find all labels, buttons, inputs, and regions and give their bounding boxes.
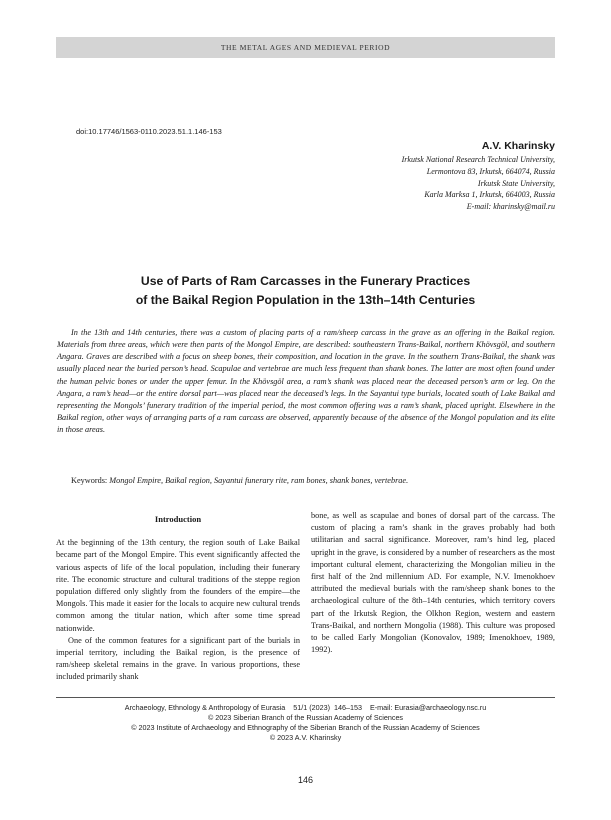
body-column-left [56, 510, 300, 684]
footer-journal-line: Archaeology, Ethnology & Anthropology of Eurasia 51/1 (2023) 146–153 E-mail: Eurasia@archaeology.nsc.ru [124, 703, 487, 712]
footer-copyright-line: © 2023 Siberian Branch of the Russian Academy of Sciences [207, 713, 404, 722]
author-affiliation [255, 154, 555, 213]
page-number: 146 [297, 775, 314, 785]
article-title [60, 272, 551, 310]
footer [56, 703, 555, 743]
body-paragraph: bone, as well as scapulae and bones of dorsal part of the carcass. The custom of placing a ram’s shank in the graves probably had both utilitarian and sacral significance. Moreover, ram’s hind leg, placed upright in the grave, is considered by a number of researchers as the most important cultural element, characterizing the Mongolian milieu in the first half of the 2nd millennium AD. For example, N.V. Imenokhoev attributed the medieval burials with the ram/sheep shank bones to the archaeological culture of the 8th–14th centuries, which territory covers part of the Irkutsk Region, the Olkhon Region, western and eastern Trans-Baikal, and northern Mongolia (1988). This culture was proposed to be called Early Mongolian (Konovalov, 1989; Imenokhoev, 1989, 1992). [311, 511, 555, 655]
affiliation-line: Karla Marksa 1, Irkutsk, 664003, Russia [424, 190, 555, 200]
section-heading-introduction: Introduction [154, 514, 202, 524]
title-line: of the Baikal Region Population in the 13th–14th Centuries [135, 293, 476, 307]
body-paragraph: One of the common features for a significant part of the burials in imperial territory, including the Baikal region, is the presence of ram/sheep skeletal remains in the grave. In various proportions, these included primarily shank [56, 635, 300, 682]
footer-copyright-line: © 2023 Institute of Archaeology and Ethnography of the Siberian Branch of the Russian Academy of Sciences [131, 723, 480, 732]
body-paragraph: At the beginning of the 13th century, the region south of Lake Baikal became part of the Mongol Empire. This event significantly affected the various aspects of life of the local population, including their funerary rite. The economic structure and cultural traditions of the steppe region population differed only slightly from the founders of the empire—the Mongols. This made it easier for the locals to acquire new cultural trends common among the titular nation, which after some time spread nationwide. [56, 538, 300, 633]
affiliation-line: Irkutsk State University, [477, 178, 555, 188]
section-header-text: THE METAL AGES AND MEDIEVAL PERIOD [220, 43, 391, 52]
keywords-text: Mongol Empire, Baikal region, Sayantui funerary rite, ram bones, shank bones, vertebrae. [109, 476, 409, 485]
keywords [71, 475, 555, 487]
title-line: Use of Parts of Ram Carcasses in the Funerary Practices [140, 274, 471, 288]
affiliation-line: Irkutsk National Research Technical University, [401, 155, 555, 164]
doi-link[interactable]: doi:10.17746/1563-0110.2023.51.1.146-153 [76, 127, 222, 136]
author-name: A.V. Kharinsky [481, 140, 555, 152]
body-column-right [311, 510, 555, 656]
abstract: In the 13th and 14th centuries, there was a custom of placing parts of a ram/sheep carcass in the grave as an offering in the Baikal region. Materials from three areas, which were then parts of the Mongol Empire, are described: southeastern Trans-Baikal, northern Khövsgöl, and southern Angara. Graves are described with a focus on sheep bones, their composition, and location in the grave. In the southern Trans-Baikal, the shank was usually placed near the buried person’s head. Scapulae and vertebrae are much less frequent than shank bones. The latter are most often found under the human pelvic bones or under the upper femur. In the Khövsgöl area, a ram’s shank was placed near the deceased person’s arm or leg. On the Angara, a ram’s head—or the entire dorsal part—was placed near the deceased’s legs. In the Sayantui type burials, located south of Lake Baikal and representing the Mongols’ funerary tradition of the imperial period, the most common offering was a ram’s shank, placed upright. Elsewhere in the Baikal region, other ways of arranging parts of a ram carcass are observed, apparently because of the absence of the Mongol population and its elite in those areas. [57, 328, 555, 435]
footer-copyright-line: © 2023 A.V. Kharinsky [269, 733, 342, 742]
affiliation-line: Lermontova 83, Irkutsk, 664074, Russia [426, 166, 555, 176]
section-header-band [56, 37, 555, 58]
keywords-label: Keywords: [71, 476, 108, 485]
author-block [255, 140, 555, 213]
footer-divider [56, 697, 555, 698]
author-email[interactable]: E-mail: kharinsky@mail.ru [466, 202, 555, 212]
